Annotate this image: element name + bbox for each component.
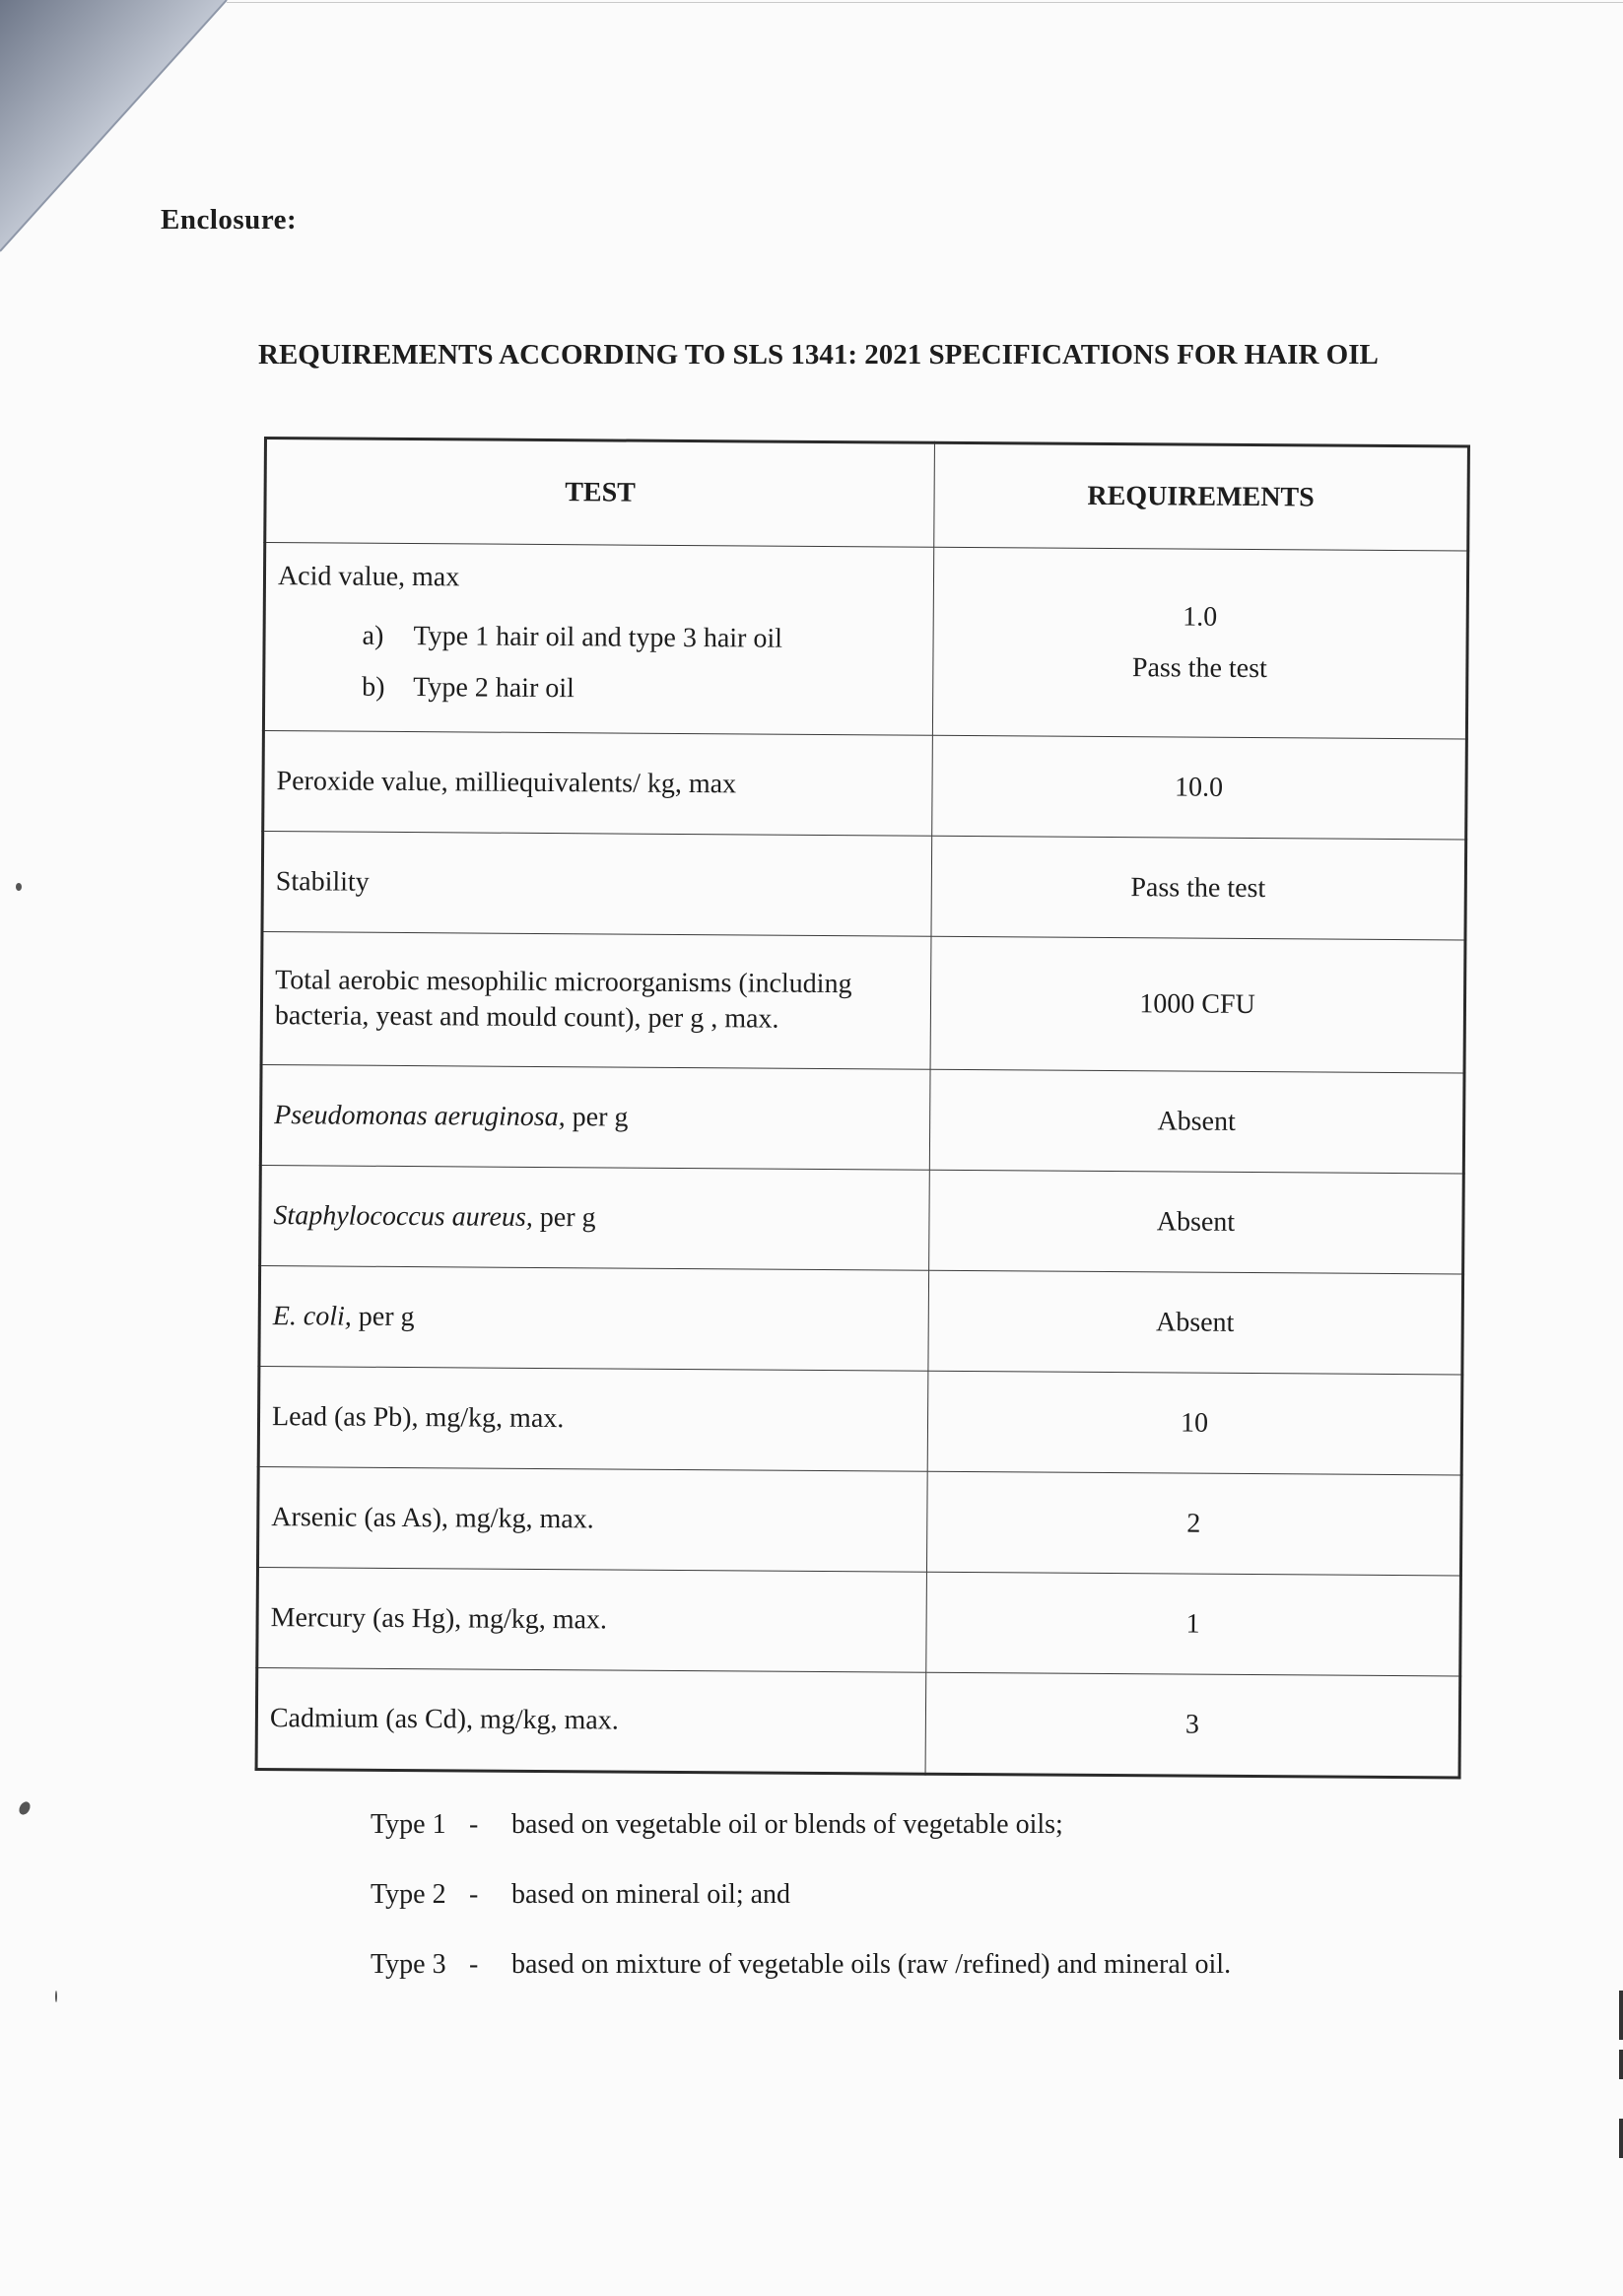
table-row — [259, 1265, 1463, 1375]
sub-item-requirement: Pass the test — [1131, 652, 1267, 685]
test-cell: Stability — [262, 832, 932, 937]
table-row — [260, 1165, 1464, 1274]
test-cell: Mercury (as Hg), mg/kg, max. — [257, 1567, 927, 1672]
note-dash: - — [469, 1809, 479, 1840]
table-row — [263, 731, 1467, 841]
note-dash: - — [469, 1879, 479, 1910]
note-item — [371, 1879, 1231, 1949]
sub-item-label: b) — [362, 671, 385, 703]
table-row — [260, 1064, 1464, 1174]
table-row — [258, 1366, 1462, 1475]
organism-unit: per g — [358, 1301, 415, 1332]
document-title: REQUIREMENTS ACCORDING TO SLS 1341: 2021 SPECIFICATIONS FOR HAIR OIL — [258, 339, 1379, 371]
scan-edge-mark — [1619, 2050, 1623, 2079]
requirement-cell: 2 — [926, 1471, 1461, 1576]
type-notes — [371, 1809, 1231, 2019]
table-header-row — [265, 439, 1469, 552]
header-test: TEST — [265, 439, 935, 548]
note-dash: - — [469, 1949, 479, 1980]
organism-name: Pseudomonas aeruginosa, — [274, 1099, 566, 1132]
test-cell: Arsenic (as As), mg/kg, max. — [257, 1466, 927, 1572]
organism-unit: per g — [539, 1201, 596, 1233]
test-cell — [260, 1064, 930, 1170]
scan-speck — [55, 1991, 57, 2002]
scan-speck — [16, 883, 22, 891]
table-row — [256, 1667, 1460, 1778]
acid-sub-item — [277, 661, 920, 717]
acid-value-test-cell — [263, 543, 933, 736]
scan-edge-mark — [1619, 2119, 1623, 2158]
scan-edge-mark — [1619, 1991, 1623, 2040]
organism-name: E. coli, — [272, 1300, 352, 1332]
requirement-cell: Absent — [929, 1170, 1464, 1274]
test-cell: Lead (as Pb), mg/kg, max. — [258, 1366, 928, 1471]
sub-item-requirement: 1.0 — [1183, 601, 1218, 633]
note-type: Type 3 — [371, 1949, 446, 1980]
test-cell — [260, 1165, 930, 1270]
test-cell — [259, 1265, 929, 1371]
table-row — [262, 832, 1466, 941]
note-type: Type 2 — [371, 1879, 446, 1910]
table-row — [257, 1466, 1461, 1576]
note-description: based on mineral oil; and — [511, 1879, 791, 1910]
organism-name: Staphylococcus aureus, — [273, 1199, 533, 1233]
scan-speck — [17, 1799, 33, 1816]
test-cell: Cadmium (as Cd), mg/kg, max. — [256, 1667, 926, 1774]
requirement-cell: 10 — [927, 1371, 1462, 1475]
sub-item-text: Type 2 hair oil — [413, 672, 575, 705]
requirement-cell: 10.0 — [932, 735, 1467, 840]
acid-value-label: Acid value, max — [277, 561, 460, 593]
requirement-cell: Absent — [928, 1270, 1463, 1375]
organism-unit: per g — [572, 1101, 629, 1133]
requirement-cell: Pass the test — [931, 836, 1466, 940]
table-row-microorganisms — [261, 931, 1465, 1073]
requirement-cell: 1000 CFU — [930, 936, 1465, 1073]
test-cell: Total aerobic mesophilic microorganisms (including bacteria, yeast and mould count), per g , max. — [261, 931, 931, 1069]
note-item — [371, 1949, 1231, 2019]
table-row-acid-value — [263, 543, 1467, 740]
requirement-cell: Absent — [929, 1069, 1464, 1174]
enclosure-label: Enclosure: — [161, 204, 298, 236]
table-row — [257, 1567, 1461, 1676]
note-item — [371, 1809, 1231, 1879]
test-cell: Peroxide value, milliequivalents/ kg, max — [263, 731, 933, 837]
top-edge-line — [227, 2, 1623, 3]
acid-sub-item — [277, 610, 920, 666]
requirement-cell: 3 — [925, 1672, 1460, 1778]
sub-item-text: Type 1 hair oil and type 3 hair oil — [413, 621, 783, 654]
note-description: based on vegetable oil or blends of vegetable oils; — [511, 1809, 1063, 1840]
header-requirements: REQUIREMENTS — [934, 442, 1469, 551]
requirement-cell: 1 — [926, 1572, 1461, 1676]
requirements-table — [255, 437, 1470, 1780]
note-type: Type 1 — [371, 1809, 446, 1840]
note-description: based on mixture of vegetable oils (raw /refined) and mineral oil. — [511, 1949, 1232, 1980]
acid-value-requirement-cell — [932, 547, 1467, 739]
sub-item-label: a) — [362, 620, 384, 651]
